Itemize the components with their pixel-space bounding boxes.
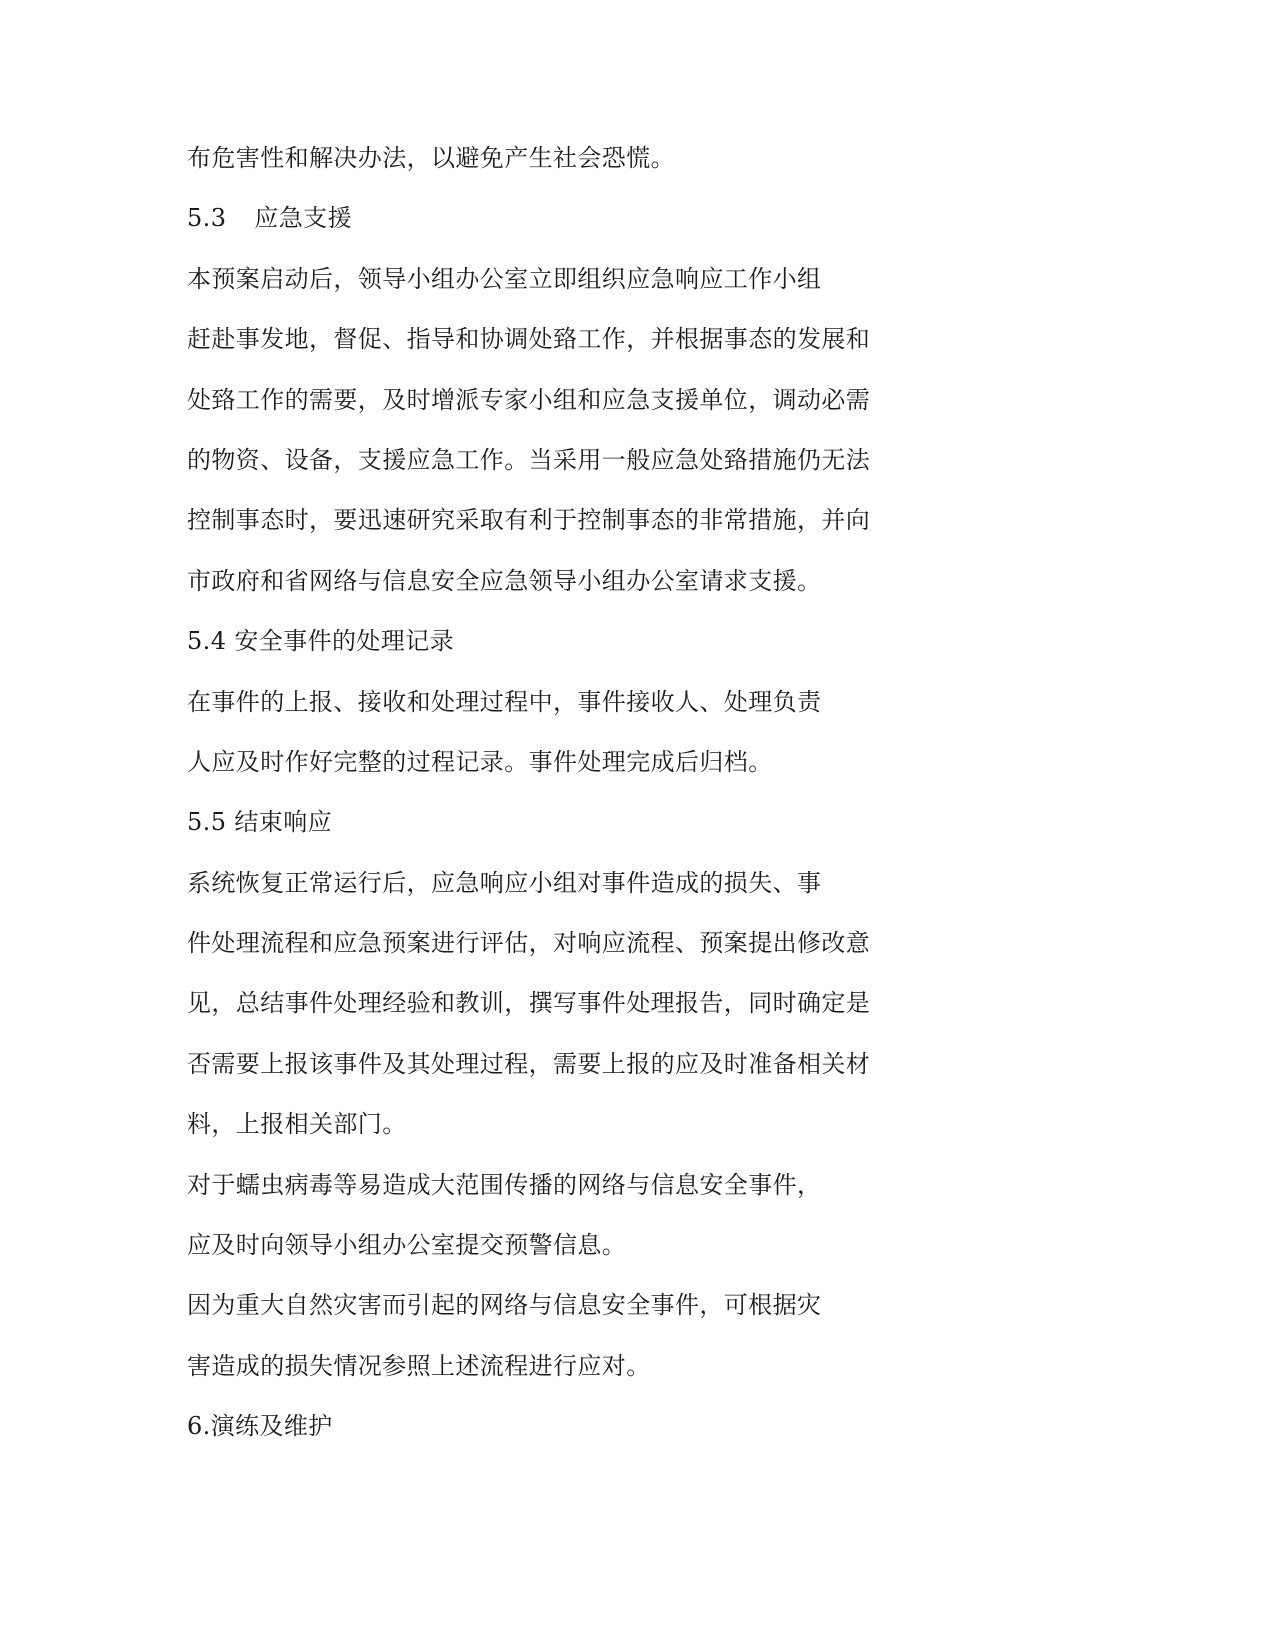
paragraph-line: 料，上报相关部门。: [187, 1110, 407, 1139]
paragraph-line: 对于蠕虫病毒等易造成大范围传播的网络与信息安全事件，: [187, 1170, 822, 1199]
paragraph-line: 的物资、设备，支援应急工作。当采用一般应急处臵措施仍无法: [187, 445, 871, 474]
paragraph-line: 布危害性和解决办法，以避免产生社会恐慌。: [187, 144, 675, 172]
section-heading-5-5: 5.5 结束响应: [187, 808, 332, 837]
section-number: 5.3: [187, 204, 227, 233]
paragraph-line: 处臵工作的需要，及时增派专家小组和应急支援单位，调动必需: [187, 385, 871, 414]
section-heading-5-4: 5.4 安全事件的处理记录: [187, 627, 454, 656]
section-title: 应急支援: [254, 204, 352, 233]
paragraph-line: 否需要上报该事件及其处理过程，需要上报的应及时准备相关材: [187, 1049, 871, 1078]
section-heading-5-3: [187, 201, 907, 261]
paragraph-line: 在事件的上报、接收和处理过程中，事件接收人、处理负责: [187, 687, 822, 716]
paragraph-line: 件处理流程和应急预案进行评估，对响应流程、预案提出修改意: [187, 929, 871, 958]
section-heading-6: 6.演练及维护: [187, 1412, 333, 1441]
paragraph-line: 赶赴事发地，督促、指导和协调处臵工作，并根据事态的发展和: [187, 325, 871, 354]
paragraph-line: 因为重大自然灾害而引起的网络与信息安全事件，可根据灾: [187, 1291, 822, 1320]
paragraph-line: 市政府和省网络与信息安全应急领导小组办公室请求支援。: [187, 566, 822, 595]
paragraph-line: 应及时向领导小组办公室提交预警信息。: [187, 1231, 627, 1260]
paragraph-line: 系统恢复正常运行后，应急响应小组对事件造成的损失、事: [187, 868, 822, 897]
document-body: [187, 141, 907, 1470]
paragraph-line: 控制事态时，要迅速研究采取有利于控制事态的非常措施，并向: [187, 506, 871, 535]
paragraph-line: 害造成的损失情况参照上述流程进行应对。: [187, 1351, 651, 1380]
paragraph-line: 人应及时作好完整的过程记录。事件处理完成后归档。: [187, 747, 773, 776]
paragraph-line: 本预案启动后，领导小组办公室立即组织应急响应工作小组: [187, 264, 822, 293]
paragraph-line: 见，总结事件处理经验和教训，撰写事件处理报告，同时确定是: [187, 989, 871, 1018]
